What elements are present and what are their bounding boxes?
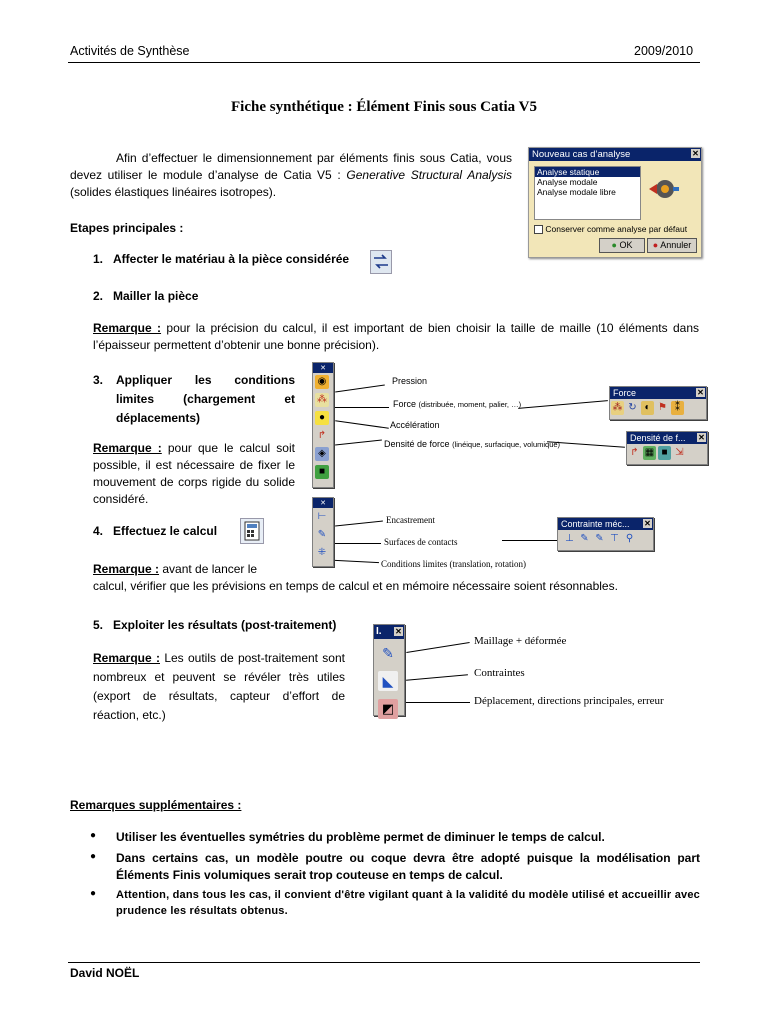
- remark-text: pour que le calcul soit possible, il est nécessaire de fixer le mouvement de corps rigide du solide considéré.: [93, 441, 295, 506]
- arrow: [406, 642, 469, 653]
- intro-text-1: Afin d’effectuer le dimensionnement par éléments finis sous Catia, vous devez utiliser le module d’analyse de Catia V5 :: [70, 151, 512, 182]
- force-icon[interactable]: ⁂: [317, 394, 327, 405]
- arrow: [335, 385, 385, 393]
- arrow: [502, 540, 558, 541]
- remark-compute-a: [93, 561, 295, 578]
- label-acceleration: Accélération: [390, 420, 440, 430]
- density-tool-icon[interactable]: ⇲: [675, 447, 684, 458]
- clamp-icon[interactable]: ⊢: [317, 511, 327, 522]
- force-toolbar-title: Force: [613, 388, 637, 398]
- moment-icon[interactable]: ↻: [628, 402, 637, 413]
- intro-text-2: (solides élastiques linéaires isotropes).: [70, 185, 277, 199]
- arrow: [335, 440, 382, 446]
- post-toolbar: [373, 624, 405, 716]
- material-icon[interactable]: [370, 250, 392, 274]
- compute-icon[interactable]: [240, 518, 264, 544]
- label-surfaces: Surfaces de contacts: [384, 537, 458, 547]
- post-toolbar-title: I.: [376, 626, 382, 637]
- close-icon[interactable]: ✕: [644, 519, 651, 528]
- density-toolbar-title: Densité de f...: [630, 433, 686, 443]
- step-text: Appliquer les conditions limites (chargement et déplacements): [116, 373, 295, 425]
- footer-author: David NOËL: [70, 966, 140, 980]
- close-icon[interactable]: ✕: [698, 433, 705, 442]
- header-left: Activités de Synthèse: [70, 44, 190, 58]
- label-densite: [384, 439, 560, 449]
- cancel-button[interactable]: [647, 238, 697, 253]
- surface-density-icon[interactable]: ▦: [644, 447, 655, 458]
- dialog-title: Nouveau cas d’analyse: [532, 149, 631, 160]
- checkbox-icon[interactable]: [534, 225, 543, 234]
- pivot-icon[interactable]: ✎: [580, 533, 589, 544]
- step-4: [93, 524, 217, 538]
- restraint-toolbar-icons: [558, 530, 653, 547]
- bullet-icon: ●: [90, 830, 97, 841]
- close-icon[interactable]: ✕: [697, 388, 704, 397]
- close-icon[interactable]: ✕: [395, 627, 402, 636]
- label-densite-detail: (linéique, surfacique, volumique): [452, 440, 561, 449]
- force-toolbar: [609, 386, 707, 420]
- cancel-icon: ●: [652, 240, 659, 250]
- contact-icon[interactable]: ✎: [317, 529, 327, 540]
- step-text: Mailler la pièce: [113, 289, 199, 303]
- label-maillage: Maillage + déformée: [474, 635, 567, 647]
- label-densite-main: Densité de force: [384, 439, 450, 449]
- ball-joint-icon[interactable]: ✎: [595, 533, 604, 544]
- pressure-icon[interactable]: ◉: [315, 375, 329, 389]
- force-toolbar-titlebar: [610, 387, 706, 399]
- step-5: [93, 618, 336, 632]
- density-toolbar: [626, 431, 708, 465]
- step-number: 4.: [93, 524, 104, 538]
- step-text: Exploiter les résultats (post-traitement): [113, 618, 337, 632]
- bullet-icon: ●: [90, 851, 97, 862]
- line-density-icon[interactable]: ↱: [630, 447, 639, 458]
- density-toolbar-titlebar: [627, 432, 707, 444]
- remark-restraint: [93, 440, 295, 508]
- dialog-titlebar: [529, 148, 701, 161]
- ok-button[interactable]: [599, 238, 645, 253]
- remark-compute-b: calcul, vérifier que les prévisions en temps de calcul et en mémoire nécessaire soient résonnables.: [93, 579, 618, 593]
- supp-item: Attention, dans tous les cas, il convient d'être vigilant quant à la validité du modèle utilisé et accueillir avec prudence les résultats obtenus.: [116, 889, 700, 917]
- etapes-title: Etapes principales :: [70, 221, 184, 235]
- header-right: 2009/2010: [634, 44, 694, 58]
- loads-toolbar-titlebar: ✕: [313, 363, 333, 373]
- ok-icon: ●: [611, 240, 617, 250]
- remark-text: Les outils de post-traitement sont nombreux et peuvent se révéler très utiles (export de résultats, capteur d’effort de réaction, etc.): [93, 651, 345, 722]
- intro-paragraph: [70, 150, 512, 201]
- label-conditions: Conditions limites (translation, rotation): [381, 559, 526, 569]
- default-analysis-checkbox[interactable]: [534, 224, 687, 234]
- cancel-label: Annuler: [660, 240, 692, 250]
- checkbox-label: Conserver comme analyse par défaut: [545, 224, 688, 234]
- step-number: 1.: [93, 252, 104, 266]
- restraints-toolbar: [312, 497, 334, 567]
- volume-density-icon[interactable]: ■: [658, 446, 671, 460]
- force-tool-icon[interactable]: ⚑: [658, 402, 667, 413]
- step-text: Affecter le matériau à la pièce considérée: [113, 252, 350, 266]
- load-icon[interactable]: ◈: [315, 447, 329, 461]
- remark-label: Remarque :: [93, 441, 162, 455]
- supp-item: Dans certains cas, un modèle poutre ou coque devra être adopté puisque la modélisation part Éléments Finis volumiques serait trop couteuse en temps de calcul.: [116, 851, 700, 882]
- ok-label: OK: [619, 240, 633, 250]
- arrow: [335, 420, 389, 429]
- arrow: [518, 400, 608, 409]
- remark-text: pour la précision du calcul, il est important de bien choisir la taille de maille (10 éléments dans l’épaisseur permettent d’obtenir une bonne précision).: [93, 321, 699, 352]
- analysis-option[interactable]: Analyse statique: [535, 167, 640, 177]
- step-2: [93, 289, 198, 303]
- slider-icon[interactable]: ⊥: [565, 533, 574, 544]
- restraints-toolbar-titlebar: ✕: [313, 498, 333, 508]
- step-3: [93, 371, 295, 428]
- arrow: [335, 407, 389, 408]
- restraint-toolbar-title: Contrainte méc...: [561, 519, 630, 529]
- label-force-main: Force: [393, 399, 417, 409]
- force-toolbar-icons: [610, 399, 706, 416]
- user-restraint-icon[interactable]: ⚲: [625, 533, 634, 544]
- displacement-icon[interactable]: ◩: [378, 699, 398, 719]
- step-text: Effectuez le calcul: [113, 524, 218, 538]
- arrow: [335, 520, 383, 526]
- bullet-icon: ●: [90, 888, 97, 899]
- iso-static-icon[interactable]: ⊤: [610, 533, 619, 544]
- restraint-toolbar-titlebar: [558, 518, 653, 530]
- remark-label: Remarque :: [93, 562, 160, 576]
- arrow: [406, 674, 468, 680]
- stress-icon[interactable]: ◣: [378, 671, 398, 691]
- distributed-force-icon[interactable]: ⁂: [612, 402, 623, 413]
- force-tool-icon[interactable]: ⁑: [671, 401, 684, 415]
- body-load-icon[interactable]: ■: [315, 465, 329, 479]
- label-force-detail: (distribuée, moment, palier, …): [418, 400, 522, 409]
- page-title: Fiche synthétique : Élément Finis sous Catia V5: [231, 99, 537, 115]
- step-number: 2.: [93, 289, 104, 303]
- arrow: [406, 702, 470, 703]
- remark-label: Remarque :: [93, 651, 160, 665]
- density-icon[interactable]: ↱: [317, 430, 327, 441]
- remark-post: [93, 649, 345, 725]
- arrow: [335, 543, 381, 544]
- density-toolbar-icons: [627, 444, 707, 461]
- close-icon[interactable]: ✕: [692, 149, 699, 158]
- arrow: [335, 560, 379, 563]
- remark-mesh: [93, 320, 699, 354]
- analysis-list[interactable]: [534, 166, 641, 220]
- post-toolbar-titlebar: [374, 625, 404, 639]
- footer-rule: [68, 962, 700, 963]
- supp-title: Remarques supplémentaires :: [70, 798, 242, 812]
- supp-item: Utiliser les éventuelles symétries du problème permet de diminuer le temps de calcul.: [116, 830, 605, 844]
- step-number: 5.: [93, 618, 104, 632]
- intro-italic: Generative Structural Analysis: [346, 168, 512, 182]
- remark-text: avant de lancer le: [159, 562, 258, 576]
- restraint-toolbar: [557, 517, 654, 551]
- acceleration-icon[interactable]: ●: [315, 411, 329, 425]
- restraint-icon[interactable]: ⁜: [317, 547, 327, 558]
- deformed-mesh-icon[interactable]: ✎: [382, 645, 394, 661]
- remark-label: Remarque :: [93, 321, 162, 335]
- analysis-option[interactable]: Analyse modale libre: [537, 187, 616, 197]
- step-number: 3.: [93, 373, 104, 387]
- label-force: [393, 399, 521, 409]
- label-pression: Pression: [392, 376, 428, 386]
- label-encastrement: Encastrement: [386, 515, 435, 525]
- gear-icon: [647, 174, 681, 204]
- new-analysis-dialog: [528, 147, 702, 258]
- bearing-icon[interactable]: ◐: [641, 401, 654, 415]
- label-deplacement: Déplacement, directions principales, erreur: [474, 695, 664, 707]
- step-1: [93, 252, 349, 266]
- label-contraintes: Contraintes: [474, 667, 525, 679]
- analysis-option[interactable]: Analyse modale: [537, 177, 598, 187]
- header-rule: [68, 62, 700, 63]
- loads-toolbar: [312, 362, 334, 488]
